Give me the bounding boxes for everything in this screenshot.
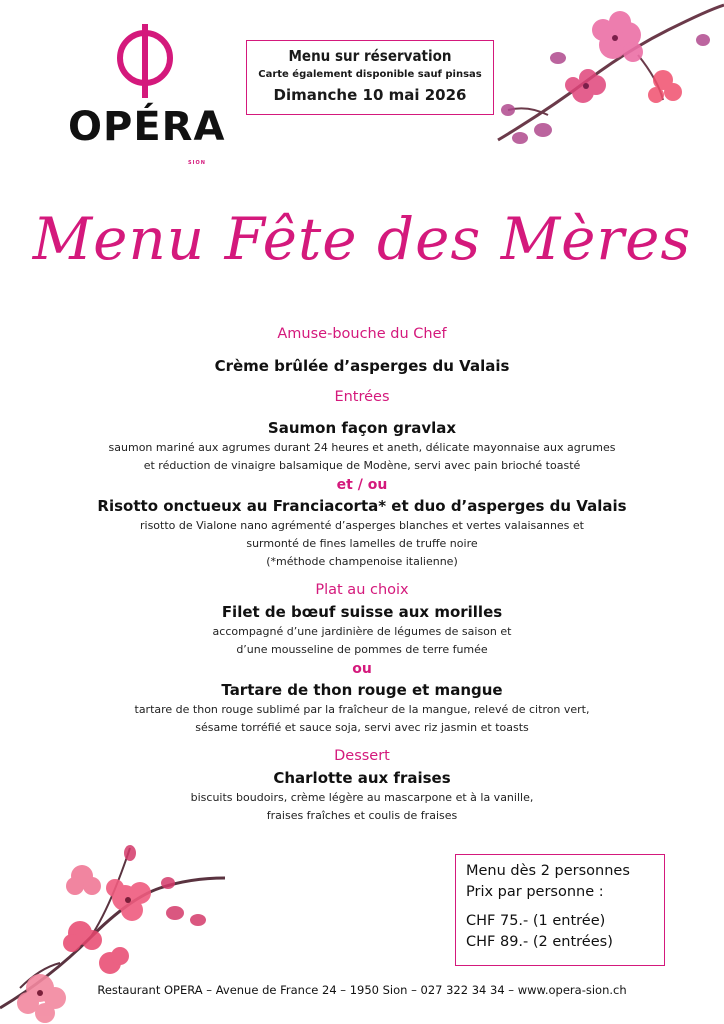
footer-contact: Restaurant OPERA – Avenue de France 24 – 1950 Sion – 027 322 34 34 – www.opera-sion.ch xyxy=(97,983,627,997)
reservation-box xyxy=(246,40,494,115)
dish-tartare-desc-1: tartare de thon rouge sublimé par la fraîcheur de la mangue, relevé de citron vert, xyxy=(134,703,590,716)
menu-body xyxy=(0,323,724,825)
reservation-subtitle: Carte également disponible sauf pinsas xyxy=(258,69,482,80)
or-separator-entrees: et / ou xyxy=(336,477,388,493)
dish-filet-desc-2: d’une mousseline de pommes de terre fumée xyxy=(236,643,488,656)
opera-logo-icon xyxy=(114,22,176,102)
dish-risotto: Risotto onctueux au Franciacorta* et duo d’asperges du Valais xyxy=(97,497,627,515)
dish-filet: Filet de bœuf suisse aux morilles xyxy=(221,603,503,621)
cherry-blossom-icon xyxy=(488,0,724,160)
price-min-persons: Menu dès 2 personnes xyxy=(466,863,630,879)
logo-text: OPÉRA xyxy=(68,104,226,150)
restaurant-logo xyxy=(66,22,226,166)
dish-charlotte-desc-2: fraises fraîches et coulis de fraises xyxy=(266,809,458,822)
dish-charlotte: Charlotte aux fraises xyxy=(273,769,451,787)
dish-saumon: Saumon façon gravlax xyxy=(267,419,457,437)
dish-tartare: Tartare de thon rouge et mangue xyxy=(221,681,503,699)
dish-charlotte-desc-1: biscuits boudoirs, crème légère au mascarpone et à la vanille, xyxy=(190,791,534,804)
dish-risotto-desc-1: risotto de Vialone nano agrémenté d’asperges blanches et vertes valaisannes et xyxy=(139,519,584,532)
section-plat-heading: Plat au choix xyxy=(315,582,409,598)
dish-tartare-desc-2: sésame torréfié et sauce soja, servi avec riz jasmin et toasts xyxy=(195,721,529,734)
reservation-title: Menu sur réservation xyxy=(288,47,452,65)
logo-subtext: SION xyxy=(188,160,206,166)
or-separator-plat: ou xyxy=(352,661,372,677)
price-box xyxy=(455,854,665,966)
price-one-entree: CHF 75.- (1 entrée) xyxy=(466,913,606,929)
dish-amuse: Crème brûlée d’asperges du Valais xyxy=(214,357,510,375)
dish-saumon-desc-1: saumon mariné aux agrumes durant 24 heures et aneth, délicate mayonnaise aux agrumes xyxy=(108,441,616,454)
menu-title: Menu Fête des Mères xyxy=(32,205,692,273)
price-per-person-label: Prix par personne : xyxy=(466,884,604,900)
section-dessert-heading: Dessert xyxy=(334,748,390,764)
section-amuse-heading: Amuse-bouche du Chef xyxy=(277,326,447,342)
price-two-entrees: CHF 89.- (2 entrées) xyxy=(466,934,613,950)
dish-risotto-desc-2: surmonté de fines lamelles de truffe noire xyxy=(246,537,478,550)
section-entrees-heading: Entrées xyxy=(334,389,390,405)
reservation-date: Dimanche 10 mai 2026 xyxy=(273,86,467,104)
dish-risotto-desc-3: (*méthode champenoise italienne) xyxy=(266,555,458,568)
dish-saumon-desc-2: et réduction de vinaigre balsamique de Modène, servi avec pain brioché toasté xyxy=(143,459,581,472)
dish-filet-desc-1: accompagné d’une jardinière de légumes de saison et xyxy=(212,625,512,638)
